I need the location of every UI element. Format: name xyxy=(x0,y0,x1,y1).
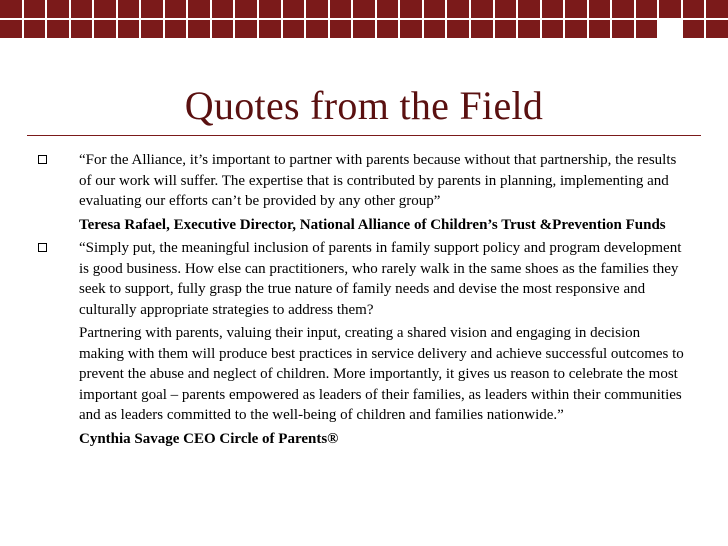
grid-cell xyxy=(235,20,257,38)
grid-cell xyxy=(518,0,540,18)
grid-cell xyxy=(471,20,493,38)
grid-cell xyxy=(165,0,187,18)
slide-title: Quotes from the Field xyxy=(184,83,544,128)
quote-text-continued: Partnering with parents, valuing their input, creating a shared vision and engaging in decision making with them will produce best practices in service delivery and achieve successful outcomes to prevent the abuse and neglect of children. More importantly, it gives us reason to celebrate the most important goal – parents empowered as leaders of their families, as leaders within their communities and as leaders committed to the well-being of children and families nationwide.” xyxy=(79,325,684,423)
grid-cell xyxy=(447,0,469,18)
grid-cell xyxy=(165,20,187,38)
grid-cell xyxy=(24,20,46,38)
grid-cell xyxy=(542,0,564,18)
grid-cell xyxy=(47,0,69,18)
grid-cell xyxy=(71,20,93,38)
grid-cell xyxy=(330,0,352,18)
grid-cell xyxy=(706,0,728,18)
list-item xyxy=(38,238,688,452)
grid-cell xyxy=(518,20,540,38)
grid-cell xyxy=(612,20,634,38)
square-bullet-icon xyxy=(38,155,47,164)
grid-cell xyxy=(636,20,658,38)
grid-cell xyxy=(565,20,587,38)
decorative-header-grid xyxy=(0,0,728,38)
grid-cell xyxy=(24,0,46,18)
grid-cell xyxy=(683,20,705,38)
quote-block xyxy=(79,150,688,238)
grid-cell xyxy=(283,20,305,38)
grid-cell xyxy=(659,20,681,38)
grid-cell xyxy=(471,0,493,18)
grid-cell xyxy=(377,0,399,18)
grid-cell xyxy=(447,20,469,38)
slide-content xyxy=(38,150,688,452)
grid-cell xyxy=(94,20,116,38)
grid-cell xyxy=(683,0,705,18)
grid-cell xyxy=(353,20,375,38)
grid-cell xyxy=(495,0,517,18)
grid-cell xyxy=(400,0,422,18)
grid-cell xyxy=(212,0,234,18)
grid-cell xyxy=(377,20,399,38)
grid-cell xyxy=(659,0,681,18)
quote-text: “Simply put, the meaningful inclusion of parents in family support policy and program development is good business. How else can practitioners, who rarely walk in the same shoes as the families they seek to support, fully grasp the true nature of family needs and devise the most responsive and culturally appropriate strategies to address them? xyxy=(79,240,682,318)
grid-cell xyxy=(71,0,93,18)
grid-cell xyxy=(283,0,305,18)
grid-cell xyxy=(141,20,163,38)
grid-cell xyxy=(330,20,352,38)
grid-cell xyxy=(565,0,587,18)
grid-cell xyxy=(495,20,517,38)
grid-cell xyxy=(259,0,281,18)
grid-cell xyxy=(235,0,257,18)
quote-text: “For the Alliance, it’s important to partner with parents because without that partnership, the results of our work will suffer. The expertise that is contributed by parents in planning, implementing and evaluating our efforts can’t be provided by any other group” xyxy=(79,152,677,209)
grid-cell xyxy=(118,0,140,18)
quote-attribution: Teresa Rafael, Executive Director, National Alliance of Children’s Trust &Prevention Funds xyxy=(79,216,666,233)
square-bullet-icon xyxy=(38,243,47,252)
grid-cell xyxy=(0,20,22,38)
grid-cell xyxy=(259,20,281,38)
grid-cell xyxy=(424,0,446,18)
grid-cell xyxy=(0,0,22,18)
grid-cell xyxy=(424,20,446,38)
grid-cell xyxy=(706,20,728,38)
grid-cell xyxy=(612,0,634,18)
grid-cell xyxy=(306,0,328,18)
grid-cell xyxy=(141,0,163,18)
grid-cell xyxy=(188,0,210,18)
quote-block xyxy=(79,238,688,452)
grid-cell xyxy=(636,0,658,18)
grid-cell xyxy=(47,20,69,38)
grid-cell xyxy=(589,20,611,38)
grid-cell xyxy=(353,0,375,18)
grid-cell xyxy=(542,20,564,38)
grid-cell xyxy=(589,0,611,18)
list-item xyxy=(38,150,688,238)
grid-cell xyxy=(306,20,328,38)
grid-cell xyxy=(400,20,422,38)
grid-cell xyxy=(212,20,234,38)
grid-cell xyxy=(118,20,140,38)
grid-cell xyxy=(94,0,116,18)
title-divider xyxy=(27,135,701,136)
quote-attribution: Cynthia Savage CEO Circle of Parents® xyxy=(79,430,339,447)
grid-cell xyxy=(188,20,210,38)
